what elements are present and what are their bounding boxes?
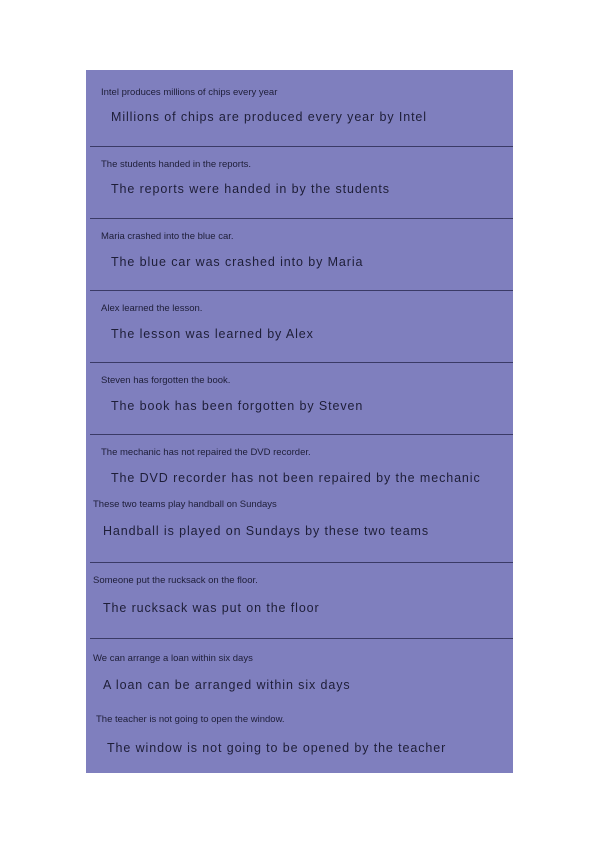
- passive-sentence: The window is not going to be opened by the teacher: [107, 741, 447, 755]
- divider: [90, 146, 513, 147]
- passive-sentence: Handball is played on Sundays by these two teams: [103, 524, 430, 538]
- active-sentence: The students handed in the reports.: [101, 159, 251, 170]
- divider: [90, 218, 513, 219]
- passive-sentence: A loan can be arranged within six days: [103, 678, 351, 692]
- divider: [90, 434, 513, 435]
- passive-sentence: The rucksack was put on the floor: [103, 601, 320, 615]
- active-sentence: Steven has forgotten the book.: [101, 375, 231, 386]
- exercise-panel: [86, 70, 513, 773]
- active-sentence: Maria crashed into the blue car.: [101, 231, 234, 242]
- divider: [90, 362, 513, 363]
- active-sentence: These two teams play handball on Sundays: [93, 499, 277, 510]
- active-sentence: Someone put the rucksack on the floor.: [93, 575, 258, 586]
- passive-sentence: Millions of chips are produced every year by Intel: [111, 110, 427, 124]
- active-sentence: The teacher is not going to open the window.: [96, 714, 285, 725]
- active-sentence: Alex learned the lesson.: [101, 303, 203, 314]
- passive-sentence: The lesson was learned by Alex: [111, 327, 314, 341]
- divider: [90, 562, 513, 563]
- passive-sentence: The blue car was crashed into by Maria: [111, 255, 364, 269]
- passive-sentence: The reports were handed in by the students: [111, 182, 390, 196]
- passive-sentence: The DVD recorder has not been repaired by the mechanic: [111, 471, 481, 485]
- divider: [90, 638, 513, 639]
- active-sentence: Intel produces millions of chips every year: [101, 87, 278, 98]
- divider: [90, 290, 513, 291]
- active-sentence: The mechanic has not repaired the DVD recorder.: [101, 447, 311, 458]
- passive-sentence: The book has been forgotten by Steven: [111, 399, 364, 413]
- active-sentence: We can arrange a loan within six days: [93, 653, 253, 664]
